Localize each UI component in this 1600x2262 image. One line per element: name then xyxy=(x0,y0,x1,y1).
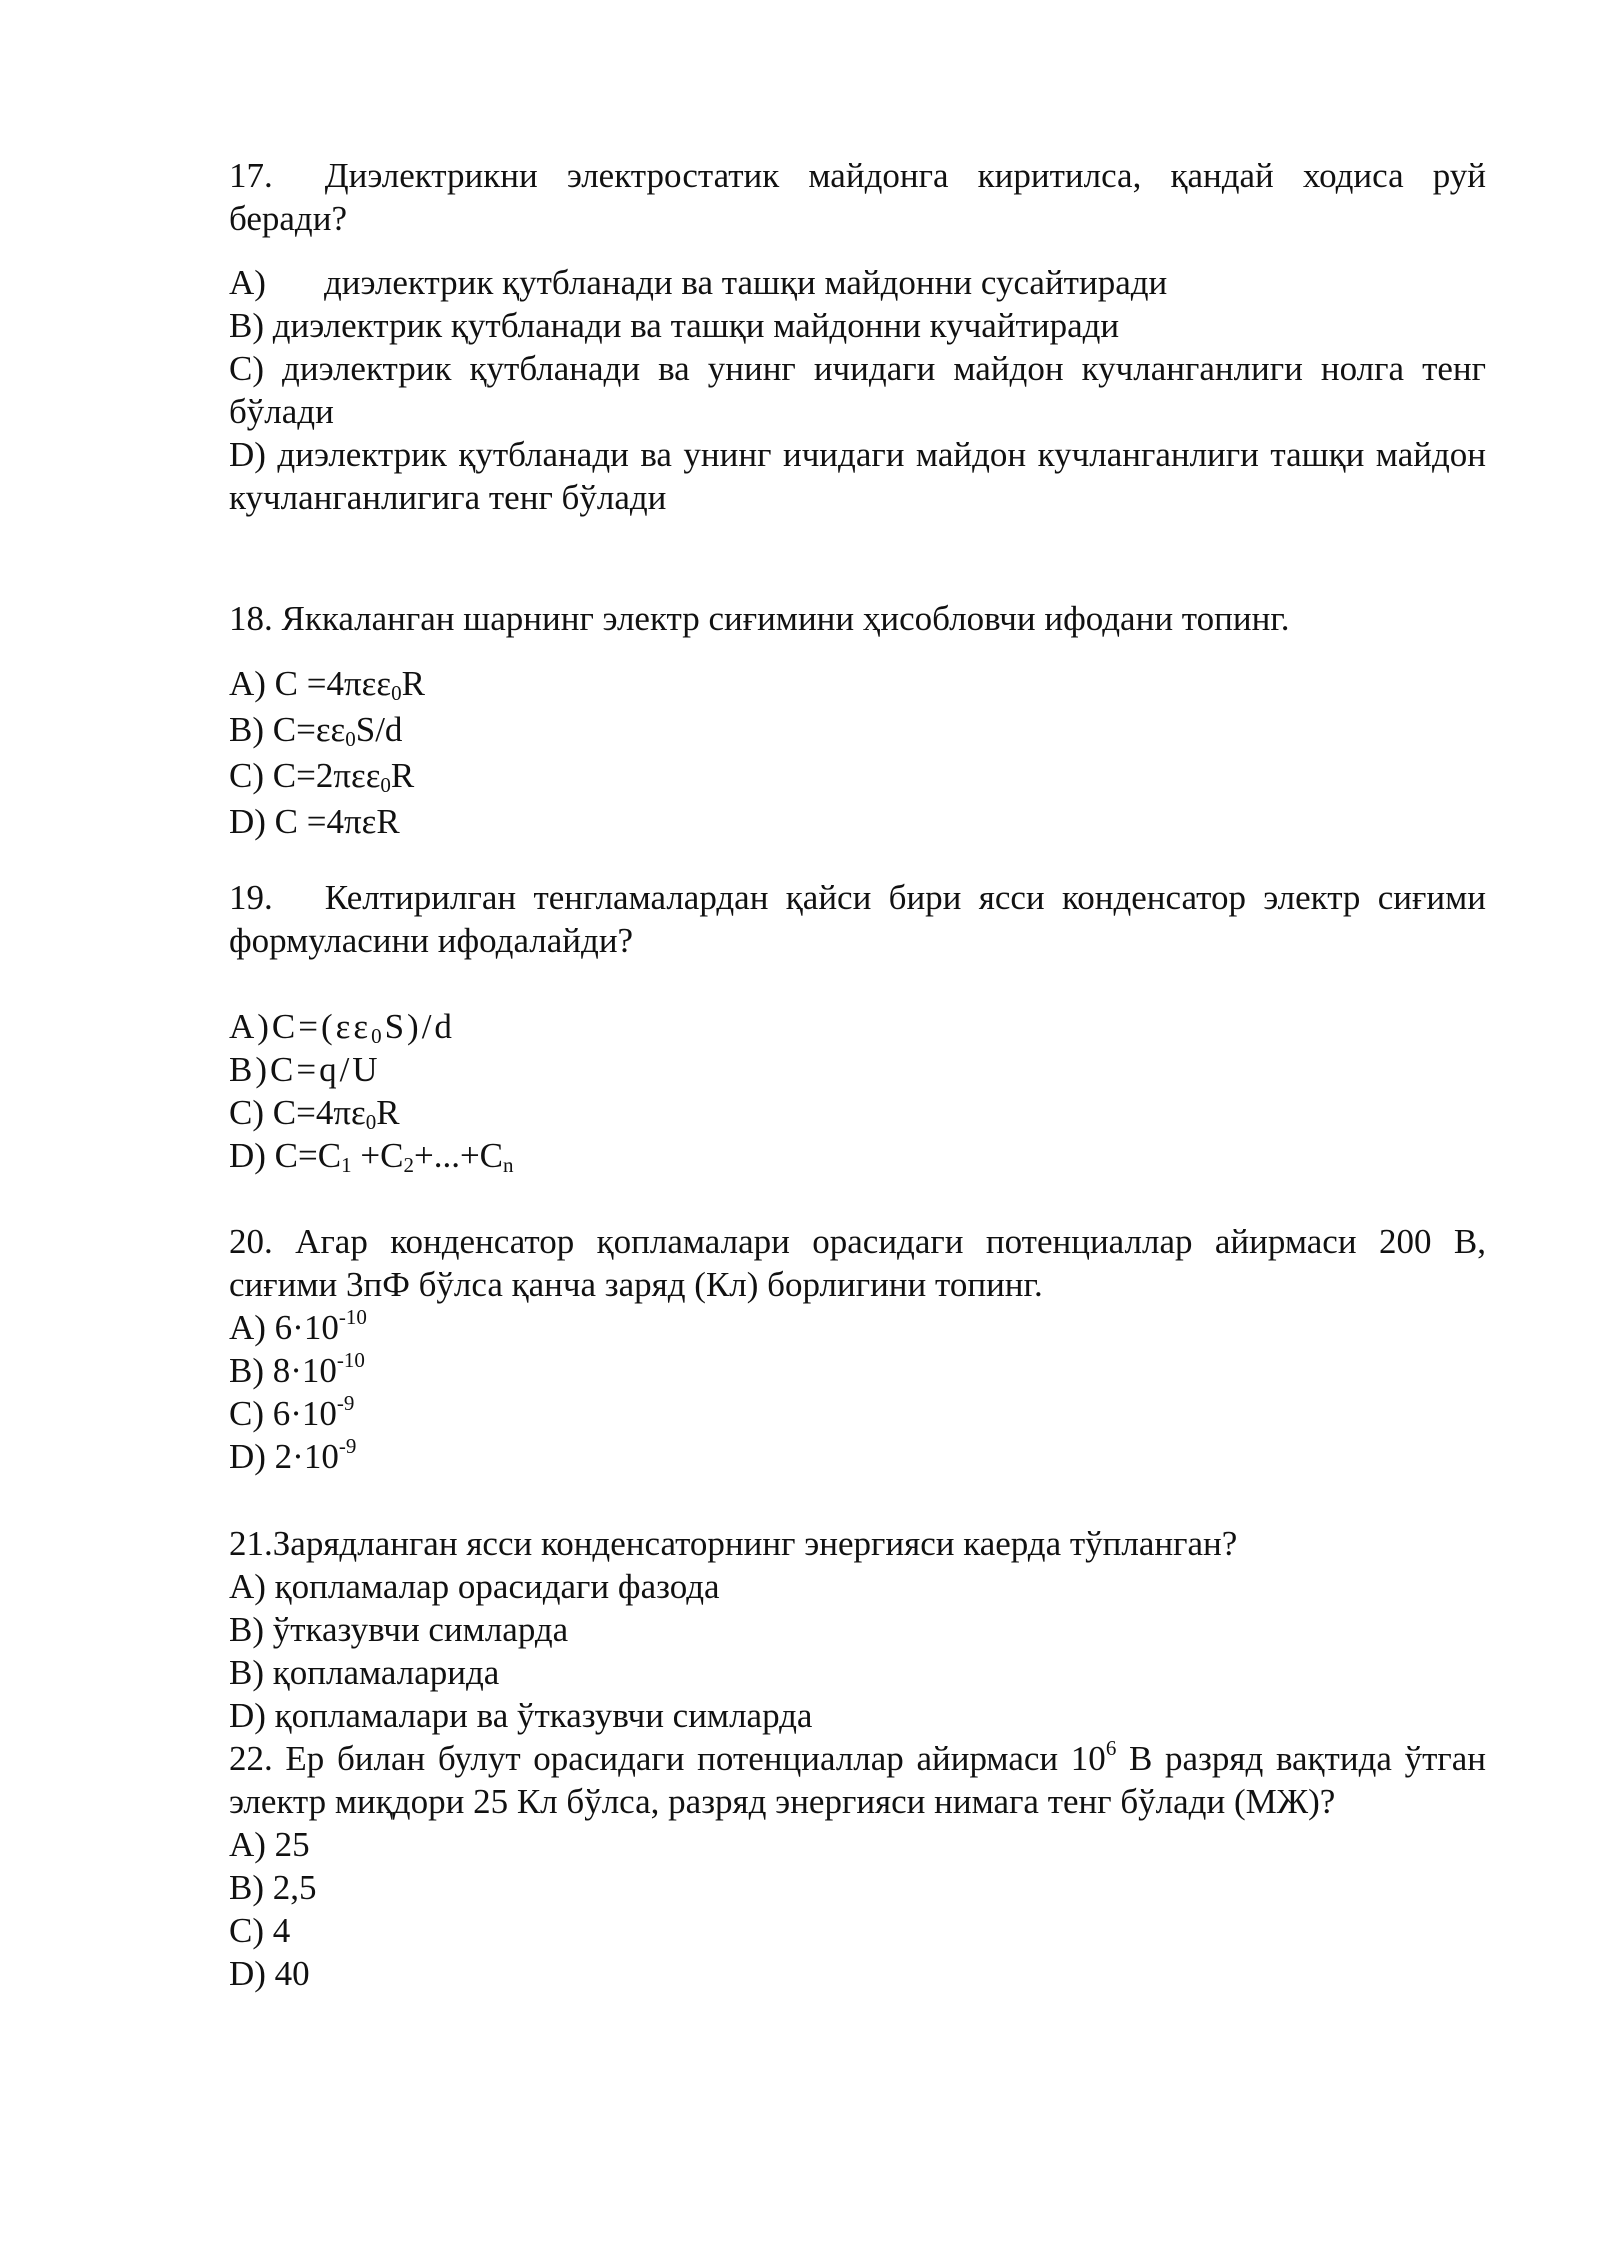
question-18-options xyxy=(229,661,1486,845)
formula-subscript: 1 xyxy=(341,1153,352,1177)
question-21-options xyxy=(229,1565,1486,1737)
value-base: A) 6·10 xyxy=(229,1308,339,1347)
question-17-option-c: C) диэлектрик қутбланади ва унинг ичидаги майдон кучланганлиги нолга тенг бўлади xyxy=(229,349,1486,431)
question-19-number: 19. xyxy=(229,878,273,917)
formula-text: +...+C xyxy=(413,1136,504,1175)
question-18-option-c xyxy=(229,753,1486,799)
question-21-option-b: B) ўтказувчи симларда xyxy=(229,1610,569,1649)
question-19-option-c xyxy=(229,1091,1486,1134)
value-base: D) 2·10 xyxy=(229,1437,339,1476)
question-22 xyxy=(229,1737,1486,1995)
option-letter: A) xyxy=(229,263,266,302)
question-20-option-a xyxy=(229,1306,1486,1349)
question-19 xyxy=(229,876,1486,1177)
formula-subscript: 0 xyxy=(391,681,402,705)
question-17-number: 17. xyxy=(229,156,273,195)
formula-text: C) C=4πε xyxy=(229,1093,366,1132)
question-21-option-a: A) қопламалар орасидаги фазода xyxy=(229,1567,720,1606)
formula-text: R xyxy=(376,1093,400,1132)
question-22-option-d: D) 40 xyxy=(229,1954,310,1993)
question-17-text: Диэлектрикни электростатик майдонга киритилса, қандай ходиса руй беради? xyxy=(229,156,1486,238)
formula-subscript: 0 xyxy=(371,1024,385,1048)
formula-text: R xyxy=(390,756,415,795)
value-exponent: -9 xyxy=(338,1434,357,1458)
question-21-stem: 21.Зарядланган ясси конденсаторнинг энергияси каерда тўпланган? xyxy=(229,1524,1238,1563)
question-22-option-b: B) 2,5 xyxy=(229,1868,317,1907)
formula-text: S)/d xyxy=(384,1007,455,1046)
formula-text: D) C=C xyxy=(229,1136,342,1175)
question-18-option-d: D) C =4πεR xyxy=(229,802,400,841)
formula-subscript: n xyxy=(503,1153,514,1177)
value-exponent: -10 xyxy=(336,1348,365,1372)
value-base: B) 8·10 xyxy=(229,1351,337,1390)
value-base: C) 6·10 xyxy=(229,1394,337,1433)
formula-text: A) C =4πεε xyxy=(229,664,392,703)
question-22-option-c: C) 4 xyxy=(229,1911,291,1950)
question-17-options xyxy=(229,261,1486,519)
question-19-stem xyxy=(229,876,1486,962)
question-20 xyxy=(229,1220,1486,1478)
question-20-option-b xyxy=(229,1349,1486,1392)
question-22-text: 22. Ер билан булут орасидаги потенциаллар айирмаси 10 xyxy=(229,1739,1106,1778)
question-17-option-b: B) диэлектрик қутбланади ва ташқи майдонни кучайтиради xyxy=(229,306,1120,345)
question-19-option-b: B)C=q/U xyxy=(229,1050,381,1089)
formula-text: B) C=εε xyxy=(229,710,346,749)
formula-text: R xyxy=(401,664,425,703)
question-20-option-d xyxy=(229,1435,1486,1478)
formula-subscript: 0 xyxy=(365,1110,377,1134)
question-19-option-d xyxy=(229,1134,1486,1177)
question-21 xyxy=(229,1522,1486,1737)
formula-subscript: 0 xyxy=(345,727,356,751)
formula-text: C) C=2πεε xyxy=(229,756,381,795)
value-exponent: -9 xyxy=(336,1391,355,1415)
option-text: диэлектрик қутбланади ва ташқи майдонни сусайтиради xyxy=(323,263,1168,302)
question-22-exponent: 6 xyxy=(1105,1736,1117,1760)
question-18-option-b xyxy=(229,707,1486,753)
question-17-stem xyxy=(229,154,1486,240)
formula-text: S/d xyxy=(355,710,403,749)
question-22-stem xyxy=(229,1737,1486,1823)
question-21-option-b2: B) қопламаларида xyxy=(229,1653,500,1692)
formula-subscript: 2 xyxy=(403,1153,414,1177)
question-18 xyxy=(229,597,1486,845)
question-18-option-a xyxy=(229,661,1486,707)
question-22-text: В разряд вақтида ўтган электр миқдори 25 Кл бўлса, разряд энергияси нимага тенг бўлади (МЖ)? xyxy=(229,1739,1486,1821)
formula-text: +C xyxy=(351,1136,404,1175)
formula-subscript: 0 xyxy=(380,773,391,797)
value-exponent: -10 xyxy=(338,1305,367,1329)
question-17-option-d: D) диэлектрик қутбланади ва унинг ичидаги майдон кучланганлиги ташқи майдон кучланганлигига тенг бўлади xyxy=(229,435,1486,517)
question-18-stem: 18. Яккаланган шарнинг электр сиғимини ҳисобловчи ифодани топинг. xyxy=(229,599,1290,638)
question-17-option-a xyxy=(229,261,1486,304)
formula-text: A)C=(εε xyxy=(229,1007,372,1046)
question-19-text: Келтирилган тенгламалардан қайси бири ясси конденсатор электр сиғими формуласини ифодалайди? xyxy=(229,878,1486,960)
question-20-options xyxy=(229,1306,1486,1478)
question-22-option-a: A) 25 xyxy=(229,1825,310,1864)
question-20-option-c xyxy=(229,1392,1486,1435)
question-19-option-a xyxy=(229,1005,1486,1048)
question-17 xyxy=(229,154,1486,519)
question-21-option-d: D) қопламалари ва ўтказувчи симларда xyxy=(229,1696,813,1735)
question-19-options xyxy=(229,1005,1486,1177)
question-22-options xyxy=(229,1823,1486,1995)
question-20-stem: 20. Агар конденсатор қопламалари орасидаги потенциаллар айирмаси 200 В, сиғими 3пФ бўлса қанча заряд (Кл) борлигини топинг. xyxy=(229,1222,1486,1304)
